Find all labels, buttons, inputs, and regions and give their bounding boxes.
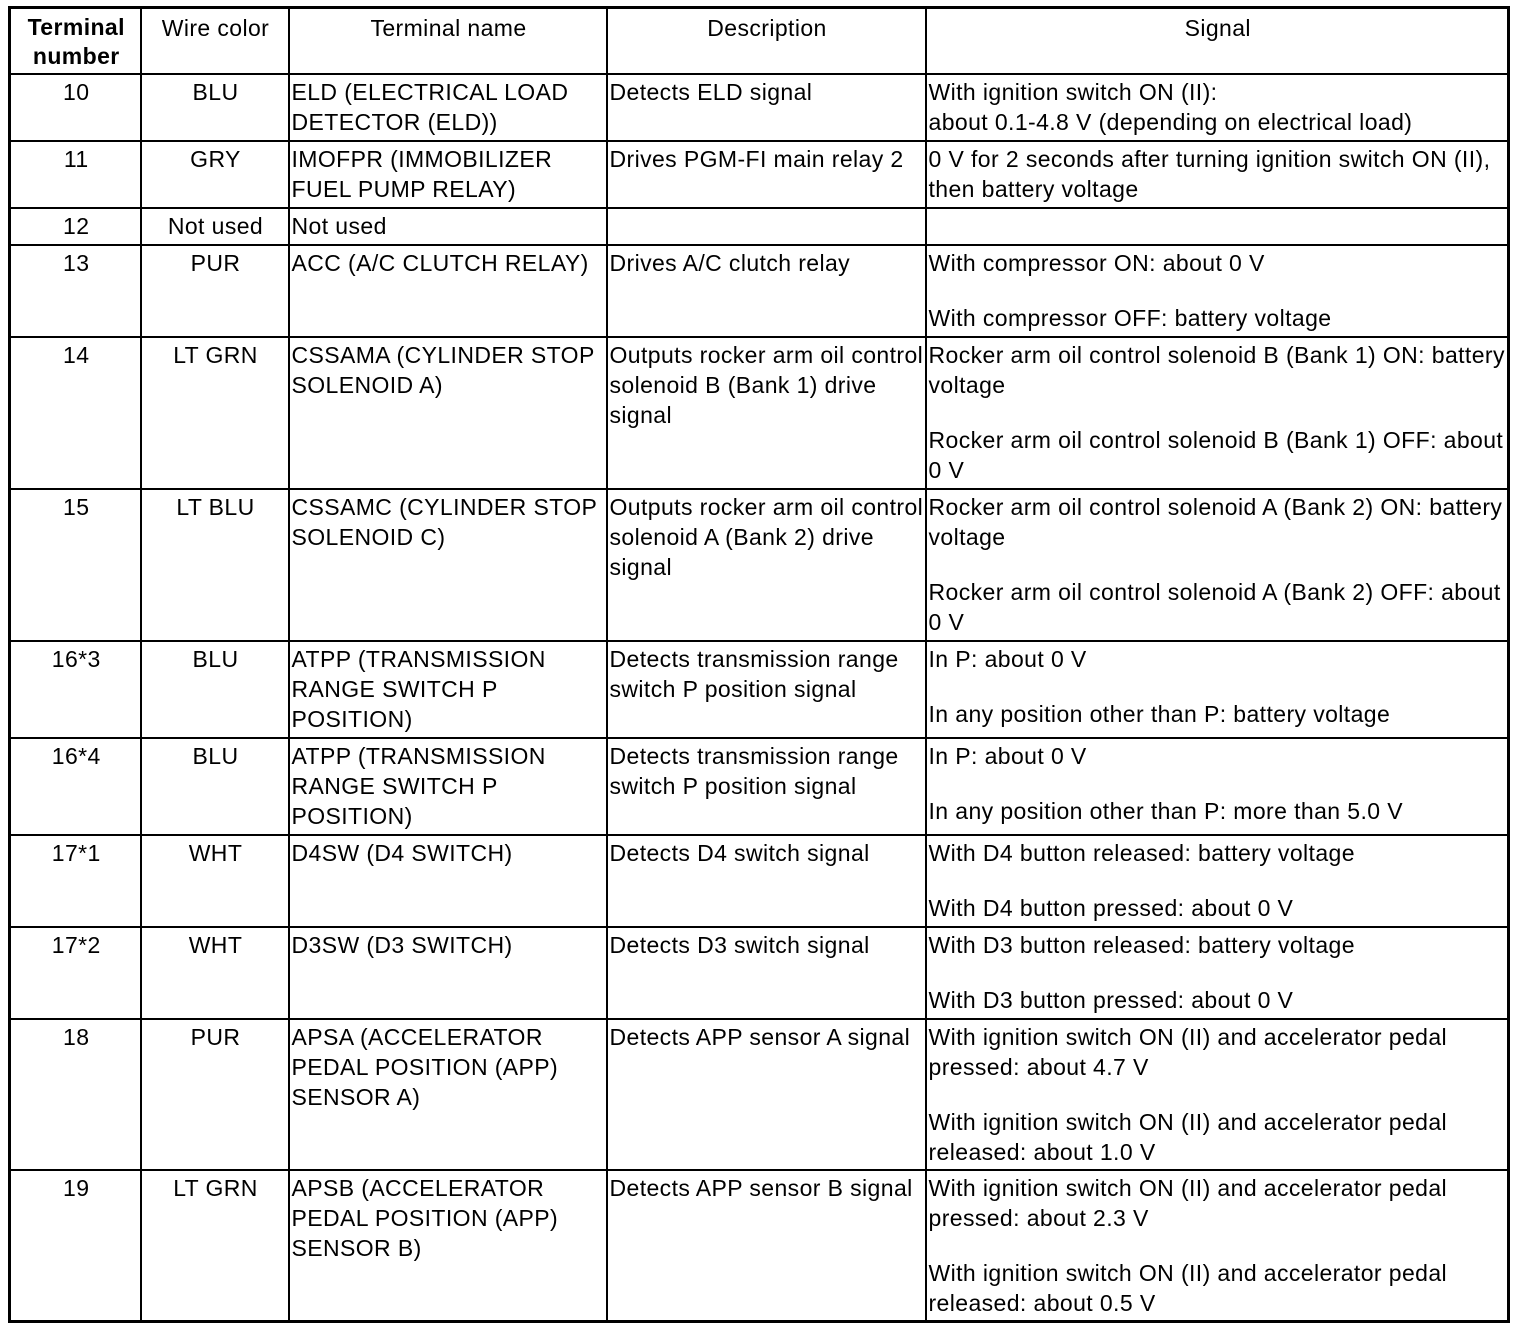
table-row xyxy=(10,927,1509,1019)
wire-color: BLU xyxy=(141,738,289,835)
table-row xyxy=(10,337,1509,489)
header-terminal-number: Terminal number xyxy=(10,8,141,75)
terminal-name: IMOFPR (IMMOBILIZER FUEL PUMP RELAY) xyxy=(289,141,607,208)
terminal-name: ACC (A/C CLUTCH RELAY) xyxy=(289,245,607,337)
terminal-number: 14 xyxy=(10,337,141,489)
table-row xyxy=(10,74,1509,141)
signal: With D3 button released: battery voltage With D3 button pressed: about 0 V xyxy=(926,927,1509,1019)
terminal-number: 15 xyxy=(10,489,141,641)
terminal-number: 16*4 xyxy=(10,738,141,835)
description xyxy=(607,208,926,245)
signal: Rocker arm oil control solenoid A (Bank 2) ON: battery voltage Rocker arm oil control solenoid A (Bank 2) OFF: about 0 V xyxy=(926,489,1509,641)
description: Detects D3 switch signal xyxy=(607,927,926,1019)
header-terminal-name: Terminal name xyxy=(289,8,607,75)
wire-color: LT GRN xyxy=(141,1170,289,1322)
wire-color: PUR xyxy=(141,245,289,337)
description: Outputs rocker arm oil control solenoid A (Bank 2) drive signal xyxy=(607,489,926,641)
wire-color: GRY xyxy=(141,141,289,208)
terminal-number: 12 xyxy=(10,208,141,245)
description: Detects transmission range switch P position signal xyxy=(607,641,926,738)
table-row xyxy=(10,245,1509,337)
terminal-number: 13 xyxy=(10,245,141,337)
signal xyxy=(926,208,1509,245)
wire-color: LT GRN xyxy=(141,337,289,489)
signal: With D4 button released: battery voltage With D4 button pressed: about 0 V xyxy=(926,835,1509,927)
terminal-number: 11 xyxy=(10,141,141,208)
terminal-name: APSA (ACCELERATOR PEDAL POSITION (APP) SENSOR A) xyxy=(289,1019,607,1170)
description: Detects D4 switch signal xyxy=(607,835,926,927)
description: Outputs rocker arm oil control solenoid B (Bank 1) drive signal xyxy=(607,337,926,489)
wire-color: WHT xyxy=(141,835,289,927)
terminal-name: ATPP (TRANSMISSION RANGE SWITCH P POSITION) xyxy=(289,738,607,835)
table-row xyxy=(10,141,1509,208)
signal: With compressor ON: about 0 V With compressor OFF: battery voltage xyxy=(926,245,1509,337)
terminal-number: 17*1 xyxy=(10,835,141,927)
wire-color: LT BLU xyxy=(141,489,289,641)
terminal-number: 19 xyxy=(10,1170,141,1322)
terminal-number: 18 xyxy=(10,1019,141,1170)
terminal-name: CSSAMA (CYLINDER STOP SOLENOID A) xyxy=(289,337,607,489)
signal: In P: about 0 V In any position other than P: more than 5.0 V xyxy=(926,738,1509,835)
terminal-number: 10 xyxy=(10,74,141,141)
terminal-name: CSSAMC (CYLINDER STOP SOLENOID C) xyxy=(289,489,607,641)
header-row xyxy=(10,8,1509,75)
table-row xyxy=(10,208,1509,245)
terminal-number: 16*3 xyxy=(10,641,141,738)
terminal-table xyxy=(8,6,1510,1323)
header-signal: Signal xyxy=(926,8,1509,75)
signal: With ignition switch ON (II) and accelerator pedal pressed: about 4.7 V With ignition switch ON (II) and accelerator pedal released: about 1.0 V xyxy=(926,1019,1509,1170)
signal: In P: about 0 V In any position other than P: battery voltage xyxy=(926,641,1509,738)
signal: Rocker arm oil control solenoid B (Bank 1) ON: battery voltage Rocker arm oil control solenoid B (Bank 1) OFF: about 0 V xyxy=(926,337,1509,489)
description: Drives A/C clutch relay xyxy=(607,245,926,337)
table-row xyxy=(10,1019,1509,1170)
description: Drives PGM-FI main relay 2 xyxy=(607,141,926,208)
description: Detects APP sensor B signal xyxy=(607,1170,926,1322)
wire-color: BLU xyxy=(141,641,289,738)
table-row xyxy=(10,1170,1509,1322)
signal: 0 V for 2 seconds after turning ignition switch ON (II), then battery voltage xyxy=(926,141,1509,208)
table-row xyxy=(10,835,1509,927)
table-row xyxy=(10,489,1509,641)
wire-color: Not used xyxy=(141,208,289,245)
wire-color: BLU xyxy=(141,74,289,141)
description: Detects ELD signal xyxy=(607,74,926,141)
terminal-name: D3SW (D3 SWITCH) xyxy=(289,927,607,1019)
terminal-name: ATPP (TRANSMISSION RANGE SWITCH P POSITION) xyxy=(289,641,607,738)
description: Detects APP sensor A signal xyxy=(607,1019,926,1170)
table-row xyxy=(10,641,1509,738)
terminal-name: ELD (ELECTRICAL LOAD DETECTOR (ELD)) xyxy=(289,74,607,141)
terminal-name: APSB (ACCELERATOR PEDAL POSITION (APP) SENSOR B) xyxy=(289,1170,607,1322)
signal: With ignition switch ON (II) and accelerator pedal pressed: about 2.3 V With ignition switch ON (II) and accelerator pedal released: about 0.5 V xyxy=(926,1170,1509,1322)
description: Detects transmission range switch P position signal xyxy=(607,738,926,835)
signal: With ignition switch ON (II): about 0.1-4.8 V (depending on electrical load) xyxy=(926,74,1509,141)
wire-color: WHT xyxy=(141,927,289,1019)
table-row xyxy=(10,738,1509,835)
header-description: Description xyxy=(607,8,926,75)
terminal-number: 17*2 xyxy=(10,927,141,1019)
terminal-name: Not used xyxy=(289,208,607,245)
terminal-name: D4SW (D4 SWITCH) xyxy=(289,835,607,927)
header-wire-color: Wire color xyxy=(141,8,289,75)
wire-color: PUR xyxy=(141,1019,289,1170)
